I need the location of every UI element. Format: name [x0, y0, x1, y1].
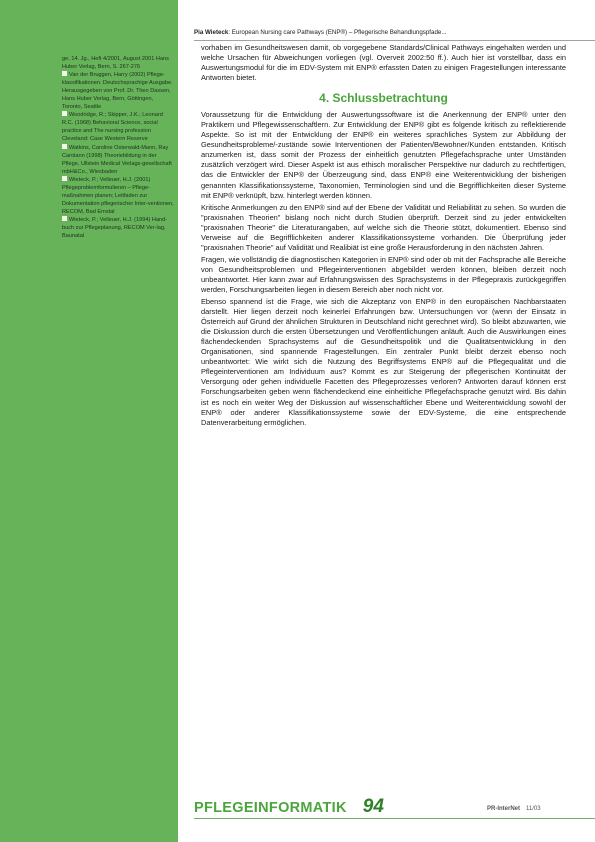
- square-bullet-icon: [62, 176, 67, 181]
- intro-paragraph: vorhaben im Gesundheitswesen damit, ob vorgegebene Standards/Clinical Pathways eingehalten werden und welche Ursachen für Abweichungen vorliegen (vgl. Overveit 2002:50 ff.). Auch hier ist vorstellbar, dass ein Auswertungsmodul für die im EDV-System mit ENP® erfassten Daten zu einigen Fragestellungen interessante Antworten bietet.: [201, 43, 566, 83]
- square-bullet-icon: [62, 144, 67, 149]
- main-text-column: [201, 43, 566, 430]
- body-paragraph: Fragen, wie vollständig die diagnostischen Kategorien in ENP® sind oder ob mit der Fachsprache alle Bereiche von Gesundheitsproblemen und Pflegeinterventionen abgebildet werden können, bleiben derzeit noch unbeantwortet. Hier kann zwar auf Erfahrungswissen des Sprachsystems in der Pflegepraxis zurückgegriffen werden, Forschungsarbeiten liegen in diesem Bereich aber noch nicht vor.: [201, 254, 566, 294]
- reference-text: Van der Bruggen, Harry (2002) Pflege-klassifikationen. Deutschsprachige Ausgabe. Herausgegeben von Prof. Dr. Theo Dassen, Hans Huber Verlag, Bern, Göttingen, Toronto, Seattle: [62, 72, 173, 111]
- body-paragraph: Voraussetzung für die Entwicklung der Auswertungssoftware ist die Anerkennung der ENP® unter den Praktikern und Pflegewissenschaftlern. Zur Entwicklung der ENP® gibt es folgende kritisch zu reflektierende Aspekte. So ist mit der Entwicklung der ENP® ein weiteres sprachliches System zur Abbildung der Gesundheitsprobleme/-zustände sowie Interventionen der Patienten/Bewohner/Kunden entstanden. Kritisch anzumerken ist, dass somit der Prozess der einheitlich genutzten Pflegefachsprache unter Umständen zusätzlich verzögert wird. Dieser Aspekt ist aus ethisch moralischer Perspektive nur dadurch zu rechtfertigen, das die Entwickler der ENP® der Überzeugung sind, dass ENP® eine Weiterentwicklung der bisherigen genannten Klassifikationssysteme, Taxonomien, Terminologien sind und die Begrifflichkeiten dieser Systeme mit ENP® verknüpft, bzw. hinterlegt werden können.: [201, 110, 566, 200]
- reference-text: ge, 14. Jg., Heft 4/2001, August 2001 Hans Huber Verlag, Bern, S. 267-276: [62, 56, 169, 71]
- page-number: 94: [362, 796, 384, 817]
- header-rule: [194, 40, 595, 41]
- body-paragraph: Kritische Anmerkungen zu den ENP® sind auf der Ebene der Validität und Reliabilität zu sehen. So wurden die "praxisnahen Theorien" bislang noch nicht durch Studien überprüft. Derzeit sind zu jeder entwickelten "praxisnahen Theorie" die Literaturangaben, auf welche sich die Theorie stützt, dokumentiert. Ebenso sind Verweise auf die Begrifflichkeiten anderer Klassifikationssysteme vorhanden. Die Überprüfung jeder "praxisnahen Theorie" auf Validität und Realibiät ist eine große Herausforderung in den nächsten Jahren.: [201, 202, 566, 252]
- footer-issue: [487, 806, 541, 812]
- reference-item: [62, 144, 174, 176]
- reference-text: Woodridge, R.; Skipper, J.K.; Leonard R.C. (1968) Behavioral Science, social practice and The nursing profession Cleveland: Case Western Reserve: [62, 112, 163, 143]
- body-paragraph: Ebenso spannend ist die Frage, wie sich die Akzeptanz von ENP® in den europäischen Nachbarstaaten darstellt. Hier liegen derzeit noch keinerlei Erfahrungen bzw. Untersuchungen vor (wenn der Einsatz in Österreich auf Grund der ähnlichen Strukturen in Deutschland nicht gerechnet wird). So bleibt abzuwarten, wie die Diskussion durch die ersten Übersetzungen und Veröffentlichungen anläuft. Auch die Auswirkungen eines flächendeckenden Sprachsystems auf die Gesundheitspolitik und die Qualitätsentwicklung in den Organisationen, sind spannende Fragestellungen. Ein zentraler Punkt bleibt derzeit ebenso noch unbeantwortet: Wie wirkt sich die Nutzung des Begriffsystems ENP® auf die Pflegequalität und die Pflegeinterventionen am Individuum aus? Kommt es zur Steigerung der pflegerischen Kontinuität der Versorgung oder gehen individuelle Facetten des Pflegeprozesses verloren? Antworten darauf können erst Forschungsarbeiten geben wenn flächendeckend eine einheitliche Pflegefachsprache genutzt wird. Bis dahin ist es noch ein weiter Weg der Diskussion auf wissenschaftlicher Ebene und Weiterentwicklung sowohl der ENP® oder anderer Klassifikationssysteme sowie der EDV-Systeme, die eine entsprechende Datenverarbeitung ermöglichen.: [201, 297, 566, 427]
- reference-text: Watkins, Caroline Osterwald-Mann, Ray Carolann (1998) Theoriebildung in der Pflege, Ullstein Medical Verlags-gesellschaft mbH&Co., Wiesbaden: [62, 144, 172, 175]
- footer-rule: [194, 818, 595, 819]
- reference-item: [62, 176, 174, 216]
- section-heading: 4. Schlussbetrachtung: [319, 91, 448, 106]
- reference-list: [62, 55, 174, 240]
- journal-title: PFLEGEINFORMATIK: [194, 800, 347, 816]
- square-bullet-icon: [62, 71, 67, 76]
- reference-item: [62, 111, 174, 143]
- column-gutter: [178, 0, 194, 842]
- reference-item: [62, 55, 174, 71]
- footer-journal: PR-InterNet: [487, 806, 521, 812]
- reference-text: Wieteck, P.; Velleuer, H.J. (1994) Hand-buch zur Pflegeplanung, RECOM Ver-lag, Baunatal: [62, 216, 168, 240]
- footer-brand: [194, 796, 384, 818]
- reference-item: [62, 71, 174, 111]
- reference-item: [62, 216, 174, 240]
- square-bullet-icon: [62, 216, 67, 221]
- header-title: European Nursing care Pathways (ENP®) – Pflegerische Behandlungspfade...: [231, 29, 447, 36]
- square-bullet-icon: [62, 111, 67, 116]
- footer-issue-number: 11/03: [526, 806, 541, 812]
- header-author: Pia Wieteck: [194, 29, 229, 36]
- reference-text: Wieteck, P.; Velleuer, H.J. (2001) Pflegeproblemformulieren – Pflege-maßnahmen planen; Leitfaden zur Dokumentation pflegerischer Inter-ventionen, RECOM, Bad Emstal: [62, 176, 174, 215]
- running-header: Pia Wieteck: European Nursing care Pathways (ENP®) – Pflegerische Behandlungspfade...: [194, 29, 447, 36]
